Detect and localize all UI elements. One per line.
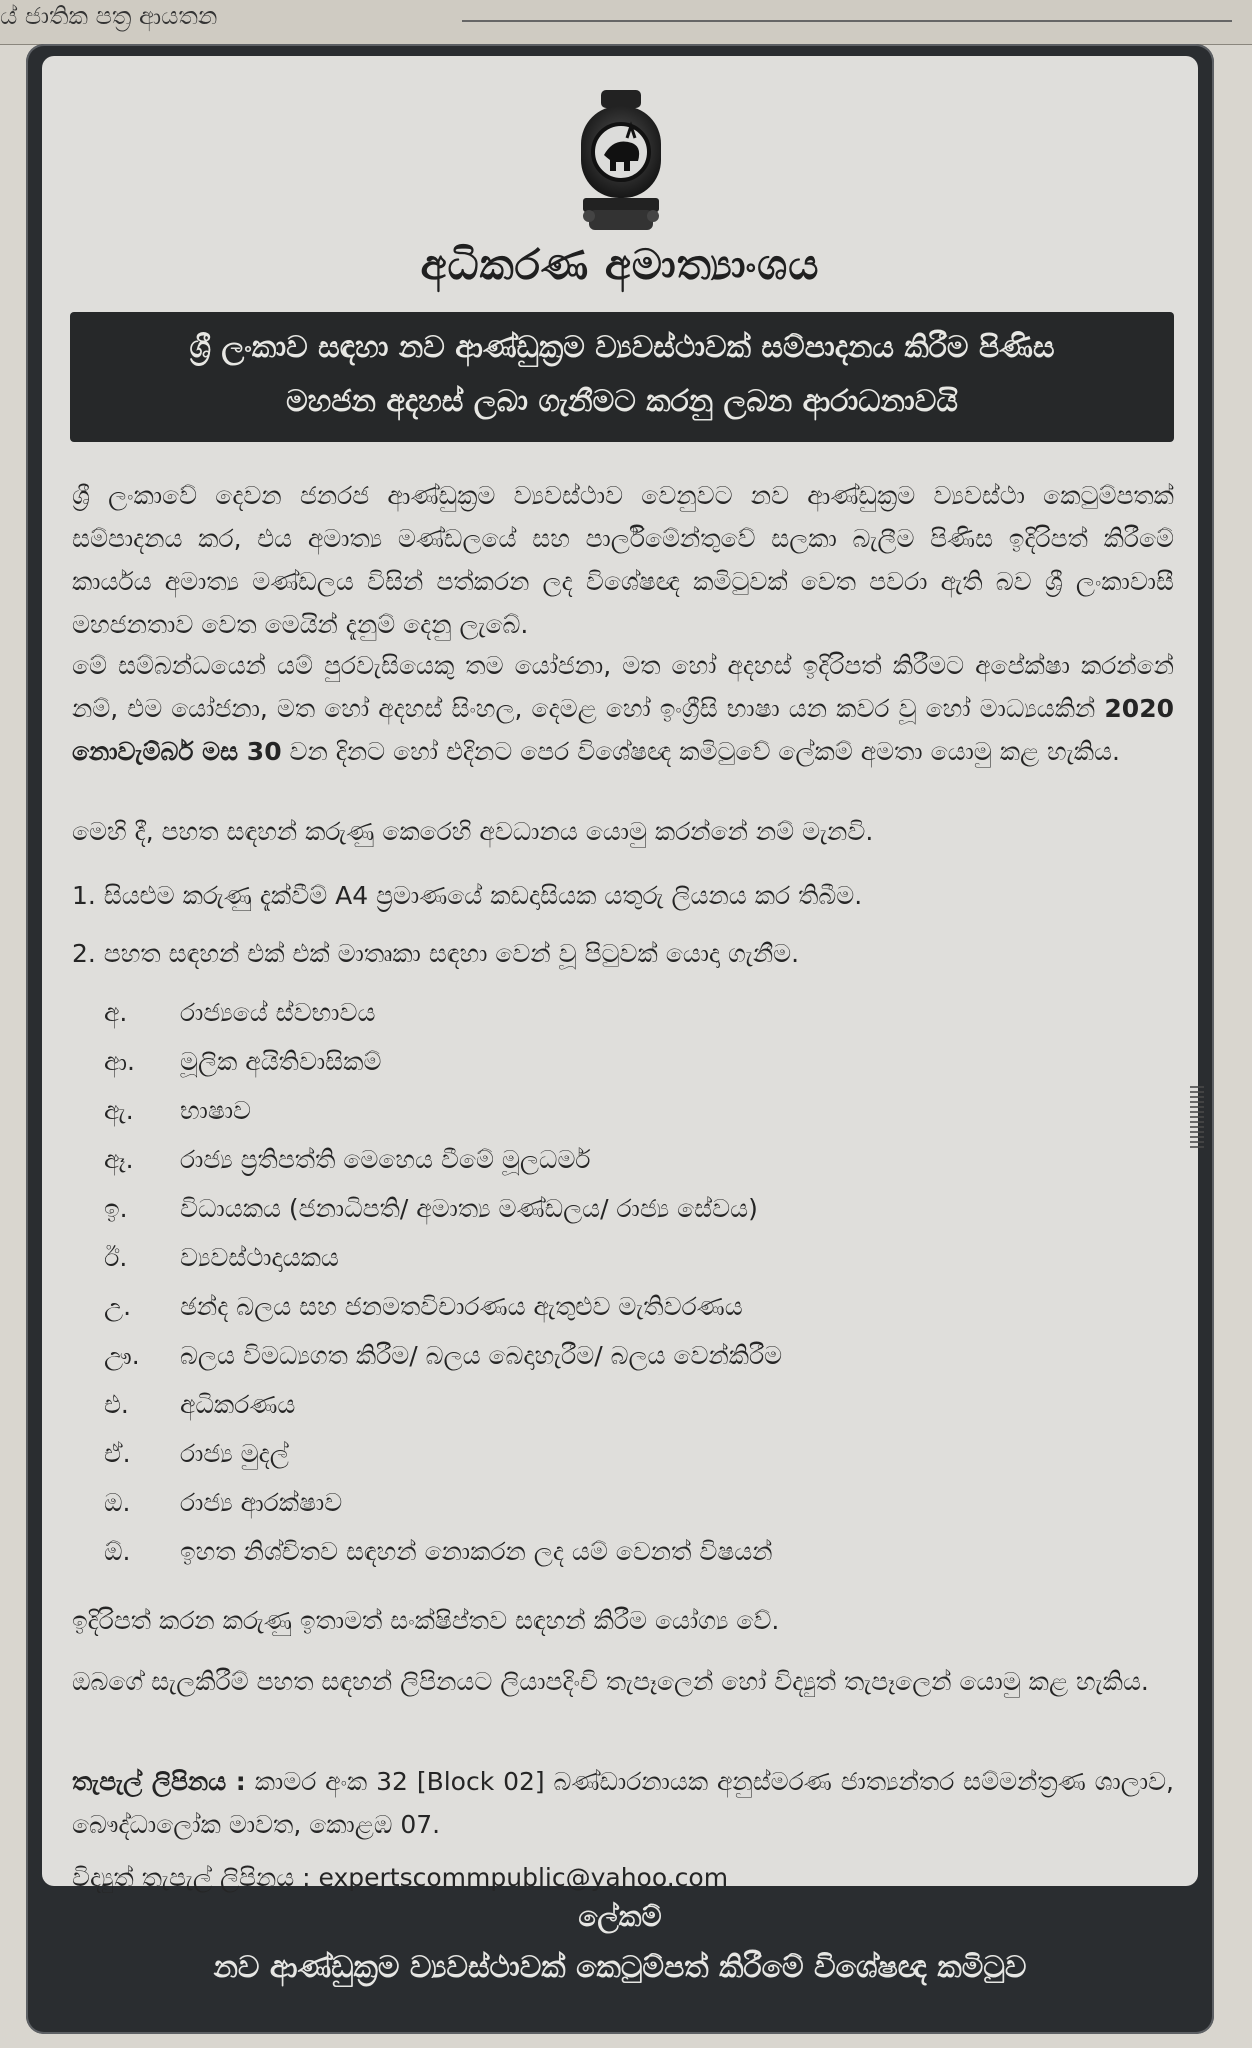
paragraph-submission xyxy=(72,644,1174,773)
paragraph-attention: මෙහි දී, පහත සඳහන් කරුණු කෙරෙහි අවධානය යොමු කරන්නේ නම් මැනවි. xyxy=(72,817,874,846)
topic-item xyxy=(104,1478,1164,1527)
header-rule xyxy=(462,20,1232,22)
submission-text-1: මේ සම්බන්ධයෙන් යම් පුරවැසියෙකු තම යෝජනා, මත හෝ අදහස් ඉදිරිපත් කිරීමට අපේක්ෂා කරන්නේ නම්, එම යෝජනා, මත හෝ අදහස් සිංහල, දෙමළ හෝ ඉංග්‍රීසි භාෂා යන කවර වූ හෝ මාධ්‍යයකින් xyxy=(72,651,1174,723)
topic-item xyxy=(104,1429,1164,1478)
paragraph-send-method: ඔබගේ සැලකිරීම් පහත සඳහන් ලිපිනයට ලියාපදිංචි තැපෑලෙන් හෝ විද්‍යුත් තැපෑලෙන් යොමු කළ හැකිය. xyxy=(72,1667,1149,1696)
ministry-title: අධිකරණ අමාත්‍යාංශය xyxy=(420,240,820,289)
postal-value: කාමර අංක 32 [Block 02] බණ්ඩාරනායක අනුස්මරණ ජාත්‍යන්තර සම්මන්ත්‍රණ ශාලාව, බෞද්ධාලෝක මාවත, කොළඹ 07. xyxy=(72,1767,1174,1839)
topic-item xyxy=(104,1380,1164,1429)
submission-deadline: 2020 නොවැම්බර් මස 30 xyxy=(72,694,1174,766)
topic-marker: ඒ. xyxy=(104,1439,131,1468)
headline-box xyxy=(70,312,1174,442)
state-emblem-icon xyxy=(571,90,671,240)
numbered-item-2: 2. පහත සඳහන් එක් එක් මාතෘකා සඳහා වෙන් වූ පිටුවක් යොදා ගැනීම. xyxy=(72,939,800,968)
topic-text: භාෂාව xyxy=(180,1096,252,1125)
paragraph-intro: ශ්‍රී ලංකාවේ දෙවන ජනරජ ආණ්ඩුක්‍රම ව්‍යවස්ථාව වෙනුවට නව ආණ්ඩුක්‍රම ව්‍යවස්ථා කෙටුම්පතක් සම්පාදනය කර, එය අමාත්‍ය මණ්ඩලයේ සහ පාර්ලිමේන්තුවේ සලකා බැලීම පිණිස ඉදිරිපත් කිරීමේ කාර්යය අමාත්‍ය මණ්ඩලය විසින් පත්කරන ලද විශේෂඥ කමිටුවක් වෙත පවරා ඇති බව ශ්‍රී ලංකාවාසී මහජනතාව වෙත මෙයින් දැනුම් දෙනු ලැබේ. xyxy=(72,481,1174,639)
topic-item xyxy=(104,1331,1164,1380)
topic-text: විධායකය (ජනාධිපති/ අමාත්‍ය මණ්ඩලය/ රාජ්‍ය සේවය) xyxy=(180,1194,758,1223)
submission-text-2: වන දිනට හෝ එදිනට පෙර විශේෂඥ කමිටුවේ ලේකම් අමතා යොමු කළ හැකිය. xyxy=(281,737,1120,766)
paragraph-brevity: ඉදිරිපත් කරන කරුණු ඉතාමත් සංක්ෂිප්තව සඳහන් කිරීම යෝග්‍ය වේ. xyxy=(72,1606,780,1635)
topic-text: රාජ්‍ය ප්‍රතිපත්ති මෙහෙය වීමේ මූලධර්ම xyxy=(180,1145,591,1174)
newspaper-header-text: ය් ජාතික පත්‍ර ආයතන xyxy=(0,2,218,30)
secretary-title: ලේකම් xyxy=(578,1900,662,1933)
notice-frame xyxy=(26,44,1214,2034)
topic-text: රාජ්‍ය මුදල් xyxy=(180,1439,289,1468)
topic-text: රාජ්‍යයේ ස්වභාවය xyxy=(180,998,376,1027)
topic-marker: ඕ. xyxy=(104,1537,131,1566)
margin-code-mark xyxy=(1190,1086,1204,1148)
topic-marker: එ. xyxy=(104,1390,129,1419)
topic-marker: උ. xyxy=(104,1292,132,1321)
topic-marker: ඈ. xyxy=(104,1145,134,1174)
email-address-row xyxy=(72,1856,1174,1899)
email-value[interactable]: expertscommpublic@yahoo.com xyxy=(310,1863,729,1892)
numbered-item-1: 1. සියළුම කරුණු දැක්වීම් A4 ප්‍රමාණයේ කඩදාසියක යතුරු ලියනය කර තිබීම. xyxy=(72,881,863,910)
topic-marker: ඔ. xyxy=(104,1488,131,1517)
postal-label: තැපැල් ලිපිනය : xyxy=(72,1767,246,1796)
topic-item xyxy=(104,988,1164,1037)
topic-marker: ඊ. xyxy=(104,1243,128,1272)
topic-item xyxy=(104,1527,1164,1576)
topic-text: බලය විමධ්‍යගත කිරීම/ බලය බෙදාහැරීම/ බලය වෙන්කිරීම xyxy=(180,1341,783,1370)
topic-text: ව්‍යවස්ථාදායකය xyxy=(180,1243,339,1272)
topic-marker: ඇ. xyxy=(104,1096,134,1125)
committee-name: නව ආණ්ඩුක්‍රම ව්‍යවස්ථාවක් කෙටුම්පත් කිරීමේ විශේෂඥ කමිටුව xyxy=(213,1950,1027,1985)
email-label: විද්‍යුත් තැපැල් ලිපිනය : xyxy=(72,1863,311,1892)
topic-item xyxy=(104,1233,1164,1282)
newspaper-top-strip xyxy=(0,0,1252,45)
topic-text: රාජ්‍ය ආරක්ෂාව xyxy=(180,1488,343,1517)
topic-text: ඉහත නිශ්චිතව සඳහන් නොකරන ලද යම් වෙනත් විෂයන් xyxy=(180,1537,773,1566)
topic-text: මූලික අයිතිවාසිකම් xyxy=(180,1047,382,1076)
notice-footer xyxy=(26,1900,1214,1985)
topic-marker: ඌ. xyxy=(104,1341,140,1370)
topic-item xyxy=(104,1037,1164,1086)
headline-line-1: ශ්‍රී ලංකාව සඳහා නව ආණ්ඩුක්‍රම ව්‍යවස්ථාවක් සම්පාදනය කිරීම පිණිස xyxy=(189,330,1055,365)
topic-marker: ඉ. xyxy=(104,1194,128,1223)
topic-text: අධිකරණය xyxy=(180,1390,296,1419)
topic-marker: ආ. xyxy=(104,1047,135,1076)
topic-item xyxy=(104,1184,1164,1233)
postal-address xyxy=(72,1760,1174,1846)
topic-list xyxy=(104,988,1164,1576)
topic-item xyxy=(104,1135,1164,1184)
headline-line-2: මහජන අදහස් ලබා ගැනීමට කරනු ලබන ආරාධනාවයි xyxy=(286,384,958,419)
notice-panel xyxy=(42,56,1198,1892)
topic-item xyxy=(104,1086,1164,1135)
topic-marker: අ. xyxy=(104,998,128,1027)
topic-text: ඡන්ද බලය සහ ජනමතවිචාරණය ඇතුළුව මැතිවරණය xyxy=(180,1292,743,1321)
topic-item xyxy=(104,1282,1164,1331)
